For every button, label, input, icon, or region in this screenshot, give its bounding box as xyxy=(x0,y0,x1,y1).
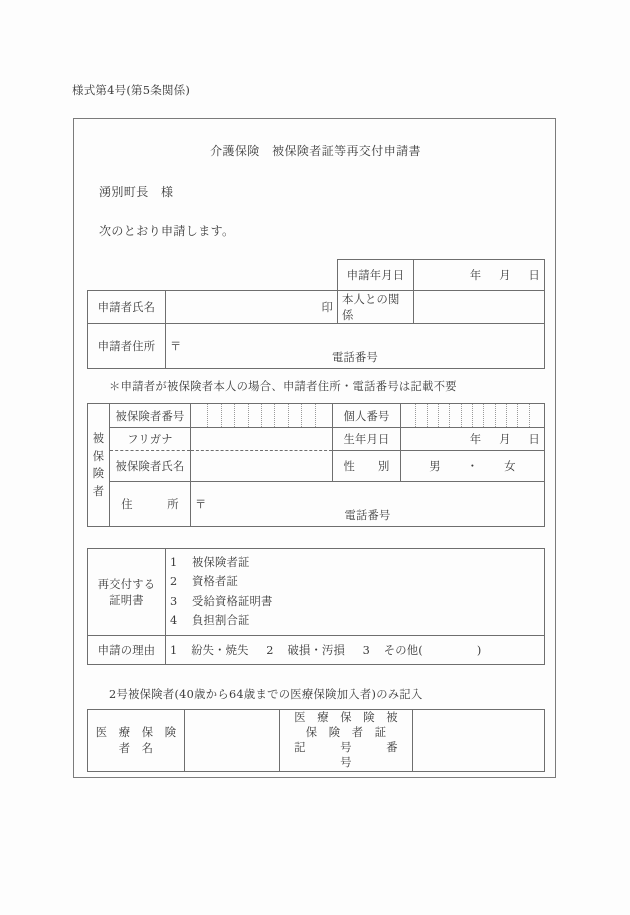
number-box[interactable] xyxy=(405,404,416,427)
form-inner-content xyxy=(87,119,544,772)
insured-address-input[interactable] xyxy=(191,482,545,527)
reissue-label-line1: 再交付する xyxy=(97,577,156,591)
birth-date-label: 生年月日 xyxy=(333,428,401,451)
number-box[interactable] xyxy=(275,404,288,427)
insured-name-input[interactable] xyxy=(191,451,333,482)
vertical-char-3: 者 xyxy=(92,484,105,498)
list-item[interactable] xyxy=(170,592,540,611)
applicant-name-input[interactable]: 印 xyxy=(166,291,338,324)
number-box[interactable] xyxy=(222,404,235,427)
reason-number-1: 1 xyxy=(170,643,178,657)
number-box[interactable] xyxy=(462,404,473,427)
insured-vertical-label xyxy=(88,404,110,527)
medical-card-label-line2: 記 号 番 号 xyxy=(294,741,433,770)
number-box[interactable] xyxy=(416,404,427,427)
medical-card-label xyxy=(280,709,433,771)
year-mark: 年 xyxy=(469,269,482,282)
insured-number-input[interactable] xyxy=(191,404,333,428)
number-box[interactable] xyxy=(473,404,484,427)
application-date-label: 申請年月日 xyxy=(338,260,414,291)
birth-year-mark: 年 xyxy=(469,433,482,446)
option-label: 受給資格証明書 xyxy=(192,594,273,608)
list-item[interactable] xyxy=(170,553,540,572)
medical-insurance-table xyxy=(87,709,545,772)
number-box[interactable] xyxy=(530,404,540,427)
option-number: 2 xyxy=(170,575,178,589)
applicant-note: ＊申請者が被保険者本人の場合、申請者住所・電話番号は記載不要 xyxy=(109,380,457,393)
gender-value[interactable] xyxy=(401,451,545,482)
day-mark: 日 xyxy=(528,269,540,282)
number-box[interactable] xyxy=(249,404,262,427)
option-number: 4 xyxy=(170,614,178,628)
medical-insurer-label: 医 療 保 険 者 名 xyxy=(88,709,185,771)
number-box[interactable] xyxy=(439,404,450,427)
vertical-char-1: 保 xyxy=(92,449,105,463)
option-label: 負担割合証 xyxy=(192,614,250,628)
form-outer-frame xyxy=(73,118,556,778)
table-row-applicant-address xyxy=(88,324,545,369)
option-label: 資格者証 xyxy=(192,575,238,589)
medical-card-input[interactable] xyxy=(413,709,545,771)
number-box[interactable] xyxy=(496,404,507,427)
month-mark: 月 xyxy=(499,269,511,282)
empty-cell xyxy=(166,260,338,291)
empty-cell xyxy=(88,260,166,291)
certificate-option-list xyxy=(170,549,540,635)
gender-female-option[interactable]: 女 xyxy=(504,460,516,473)
reissue-certificate-label xyxy=(88,549,166,636)
certificate-table xyxy=(87,548,545,665)
furigana-label: フリガナ xyxy=(110,428,191,451)
my-number-input[interactable] xyxy=(401,404,545,428)
number-box[interactable] xyxy=(518,404,529,427)
number-box[interactable] xyxy=(208,404,221,427)
table-row-furigana xyxy=(88,428,545,451)
vertical-char-2: 険 xyxy=(92,467,105,480)
reissue-label-line2: 証明書 xyxy=(109,593,144,607)
applicant-tel-label: 電話番号 xyxy=(332,351,378,364)
insured-postal-mark: 〒 xyxy=(195,498,207,511)
second-insured-note: 2号被保険者(40歳から64歳までの医療保険加入者)のみ記入 xyxy=(109,687,423,701)
reason-option-2[interactable]: 破損・汚損 xyxy=(287,643,345,657)
number-box[interactable] xyxy=(316,404,328,427)
reason-option-3[interactable]: その他( xyxy=(383,643,423,657)
number-box[interactable] xyxy=(195,404,208,427)
table-row-insured-address xyxy=(88,482,545,527)
addressee-line: 湧別町長 様 xyxy=(99,185,174,199)
my-number-label: 個人番号 xyxy=(333,404,401,428)
certificate-options-cell xyxy=(166,549,545,636)
insured-number-label: 被保険者番号 xyxy=(110,404,191,428)
number-box[interactable] xyxy=(235,404,248,427)
insured-address-label: 住 所 xyxy=(110,482,191,527)
table-row-reissue-certificate xyxy=(88,549,545,636)
insured-name-label: 被保険者氏名 xyxy=(110,451,191,482)
applicant-name-label: 申請者氏名 xyxy=(88,291,166,324)
applicant-table xyxy=(87,259,545,369)
option-number: 3 xyxy=(170,594,178,608)
table-row-insured-number xyxy=(88,404,545,428)
insured-tel-label: 電話番号 xyxy=(344,509,391,522)
gender-male-option[interactable]: 男 xyxy=(429,460,441,473)
list-item[interactable] xyxy=(170,572,540,591)
medical-insurer-input[interactable] xyxy=(185,709,280,771)
number-box[interactable] xyxy=(302,404,315,427)
gender-label: 性 別 xyxy=(333,451,401,482)
number-box[interactable] xyxy=(484,404,495,427)
application-date-value[interactable] xyxy=(414,260,545,291)
medical-card-label-line1: 医 療 保 険 被 保 険 者 証 xyxy=(294,710,410,739)
furigana-input[interactable] xyxy=(191,428,333,451)
birth-month-mark: 月 xyxy=(499,433,511,446)
list-item[interactable] xyxy=(170,611,540,630)
table-row-reason xyxy=(88,635,545,664)
page-title: 介護保険 被保険者証等再交付申請書 xyxy=(210,144,421,158)
form-number: 様式第4号(第5条関係) xyxy=(72,83,191,97)
reason-options-cell[interactable] xyxy=(166,635,545,664)
insured-number-boxes xyxy=(195,404,328,427)
insured-table xyxy=(87,403,545,527)
birth-date-value[interactable] xyxy=(401,428,545,451)
table-row-insured-name xyxy=(88,451,545,482)
number-box[interactable] xyxy=(428,404,439,427)
number-box[interactable] xyxy=(262,404,275,427)
relation-input[interactable] xyxy=(414,291,545,324)
number-box[interactable] xyxy=(507,404,518,427)
reason-paren-close: ) xyxy=(476,643,482,657)
birth-day-mark: 日 xyxy=(528,433,540,446)
lead-text: 次のとおり申請します。 xyxy=(99,224,235,238)
number-box[interactable] xyxy=(450,404,461,427)
option-label: 被保険者証 xyxy=(192,556,250,569)
reason-label: 申請の理由 xyxy=(88,635,166,664)
table-row-applicant-name xyxy=(88,291,545,324)
vertical-char-0: 被 xyxy=(92,432,105,445)
reason-number-2: 2 xyxy=(266,643,274,657)
table-row-medical-insurer xyxy=(88,709,545,771)
postal-code-mark: 〒 xyxy=(170,340,182,353)
reason-number-3: 3 xyxy=(362,643,370,657)
option-number: 1 xyxy=(170,556,178,569)
number-box[interactable] xyxy=(289,404,302,427)
relation-label: 本人との関係 xyxy=(338,291,414,324)
applicant-address-input[interactable] xyxy=(166,324,545,369)
reason-option-1[interactable]: 紛失・焼失 xyxy=(191,643,249,657)
gender-separator: ・ xyxy=(466,460,479,473)
my-number-boxes xyxy=(405,404,540,427)
table-row-application-date xyxy=(88,260,545,291)
applicant-address-label: 申請者住所 xyxy=(88,324,166,369)
